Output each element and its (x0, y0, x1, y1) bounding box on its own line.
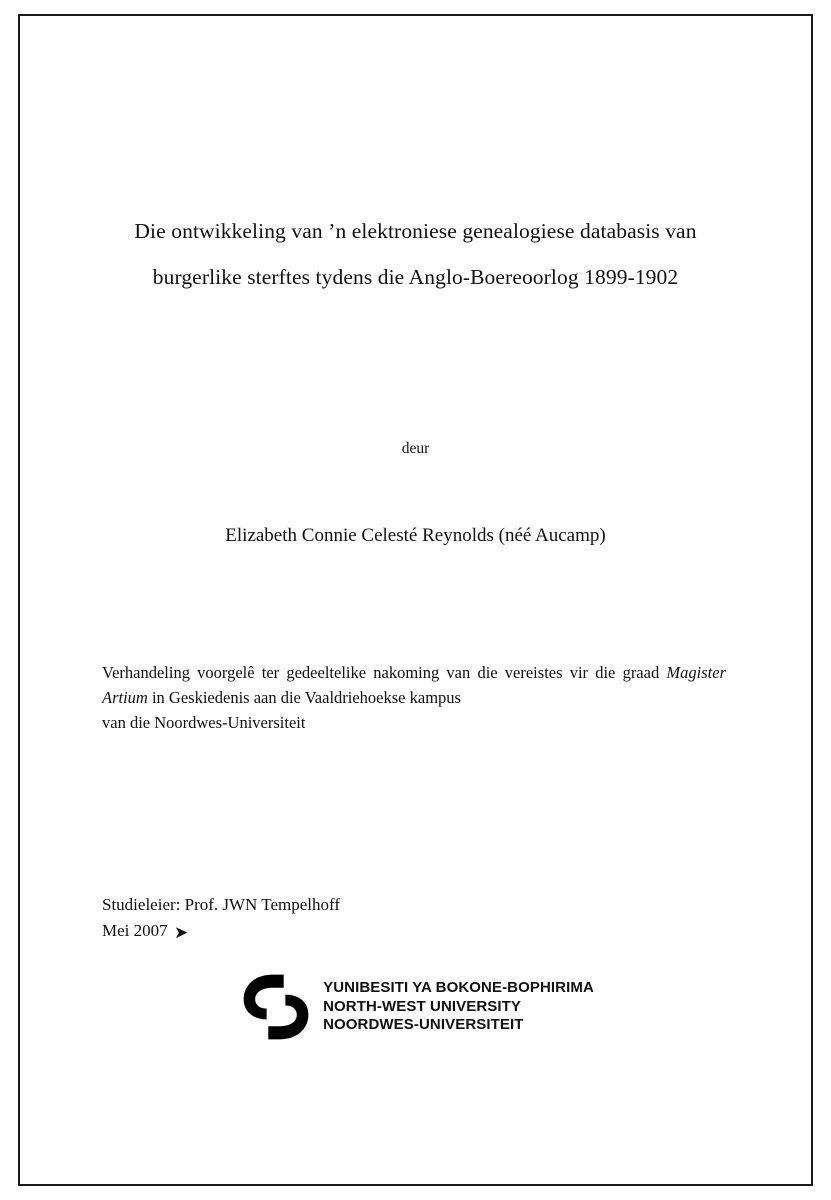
by-label: deur (401, 440, 430, 457)
date-line (102, 918, 726, 944)
statement-part-2: in Geskiedenis aan die Vaaldriehoekse kampus (147, 688, 461, 707)
logo-line-2: NORTH-WEST UNIVERSITY (323, 997, 522, 1015)
title-page-content (100, 40, 731, 1160)
supervisor-line: Studieleier: Prof. JWN Tempelhoff (102, 895, 341, 914)
date-handwritten-mark: ➤ (174, 923, 189, 942)
nwu-logo-icon (237, 970, 315, 1044)
page-title (100, 208, 731, 300)
title-line-2: burgerlike sterftes tydens die Anglo-Boereoorlog 1899-1902 (152, 265, 679, 289)
logo-line-1: YUNIBESITI YA BOKONE-BOPHIRIMA (323, 979, 594, 997)
date-text: Mei 2007 (102, 921, 168, 940)
title-line-1: Die ontwikkeling van ’n elektroniese genealogiese databasis van (134, 219, 697, 243)
degree-name: Magister Artium (102, 663, 726, 707)
statement-part-3: van die Noordwes-Universiteit (102, 713, 306, 732)
logo-line-3: NOORDWES-UNIVERSITEIT (323, 1016, 524, 1034)
author-name: Elizabeth Connie Celesté Reynolds (néé Aucamp) (225, 525, 606, 546)
logo-text (323, 979, 594, 1035)
university-logo (100, 970, 731, 1044)
degree-statement (102, 660, 726, 735)
statement-part-1: Verhandeling voorgelê ter gedeeltelike nakoming van die vereistes vir die graad (102, 663, 667, 682)
supervisor-block (102, 892, 726, 944)
